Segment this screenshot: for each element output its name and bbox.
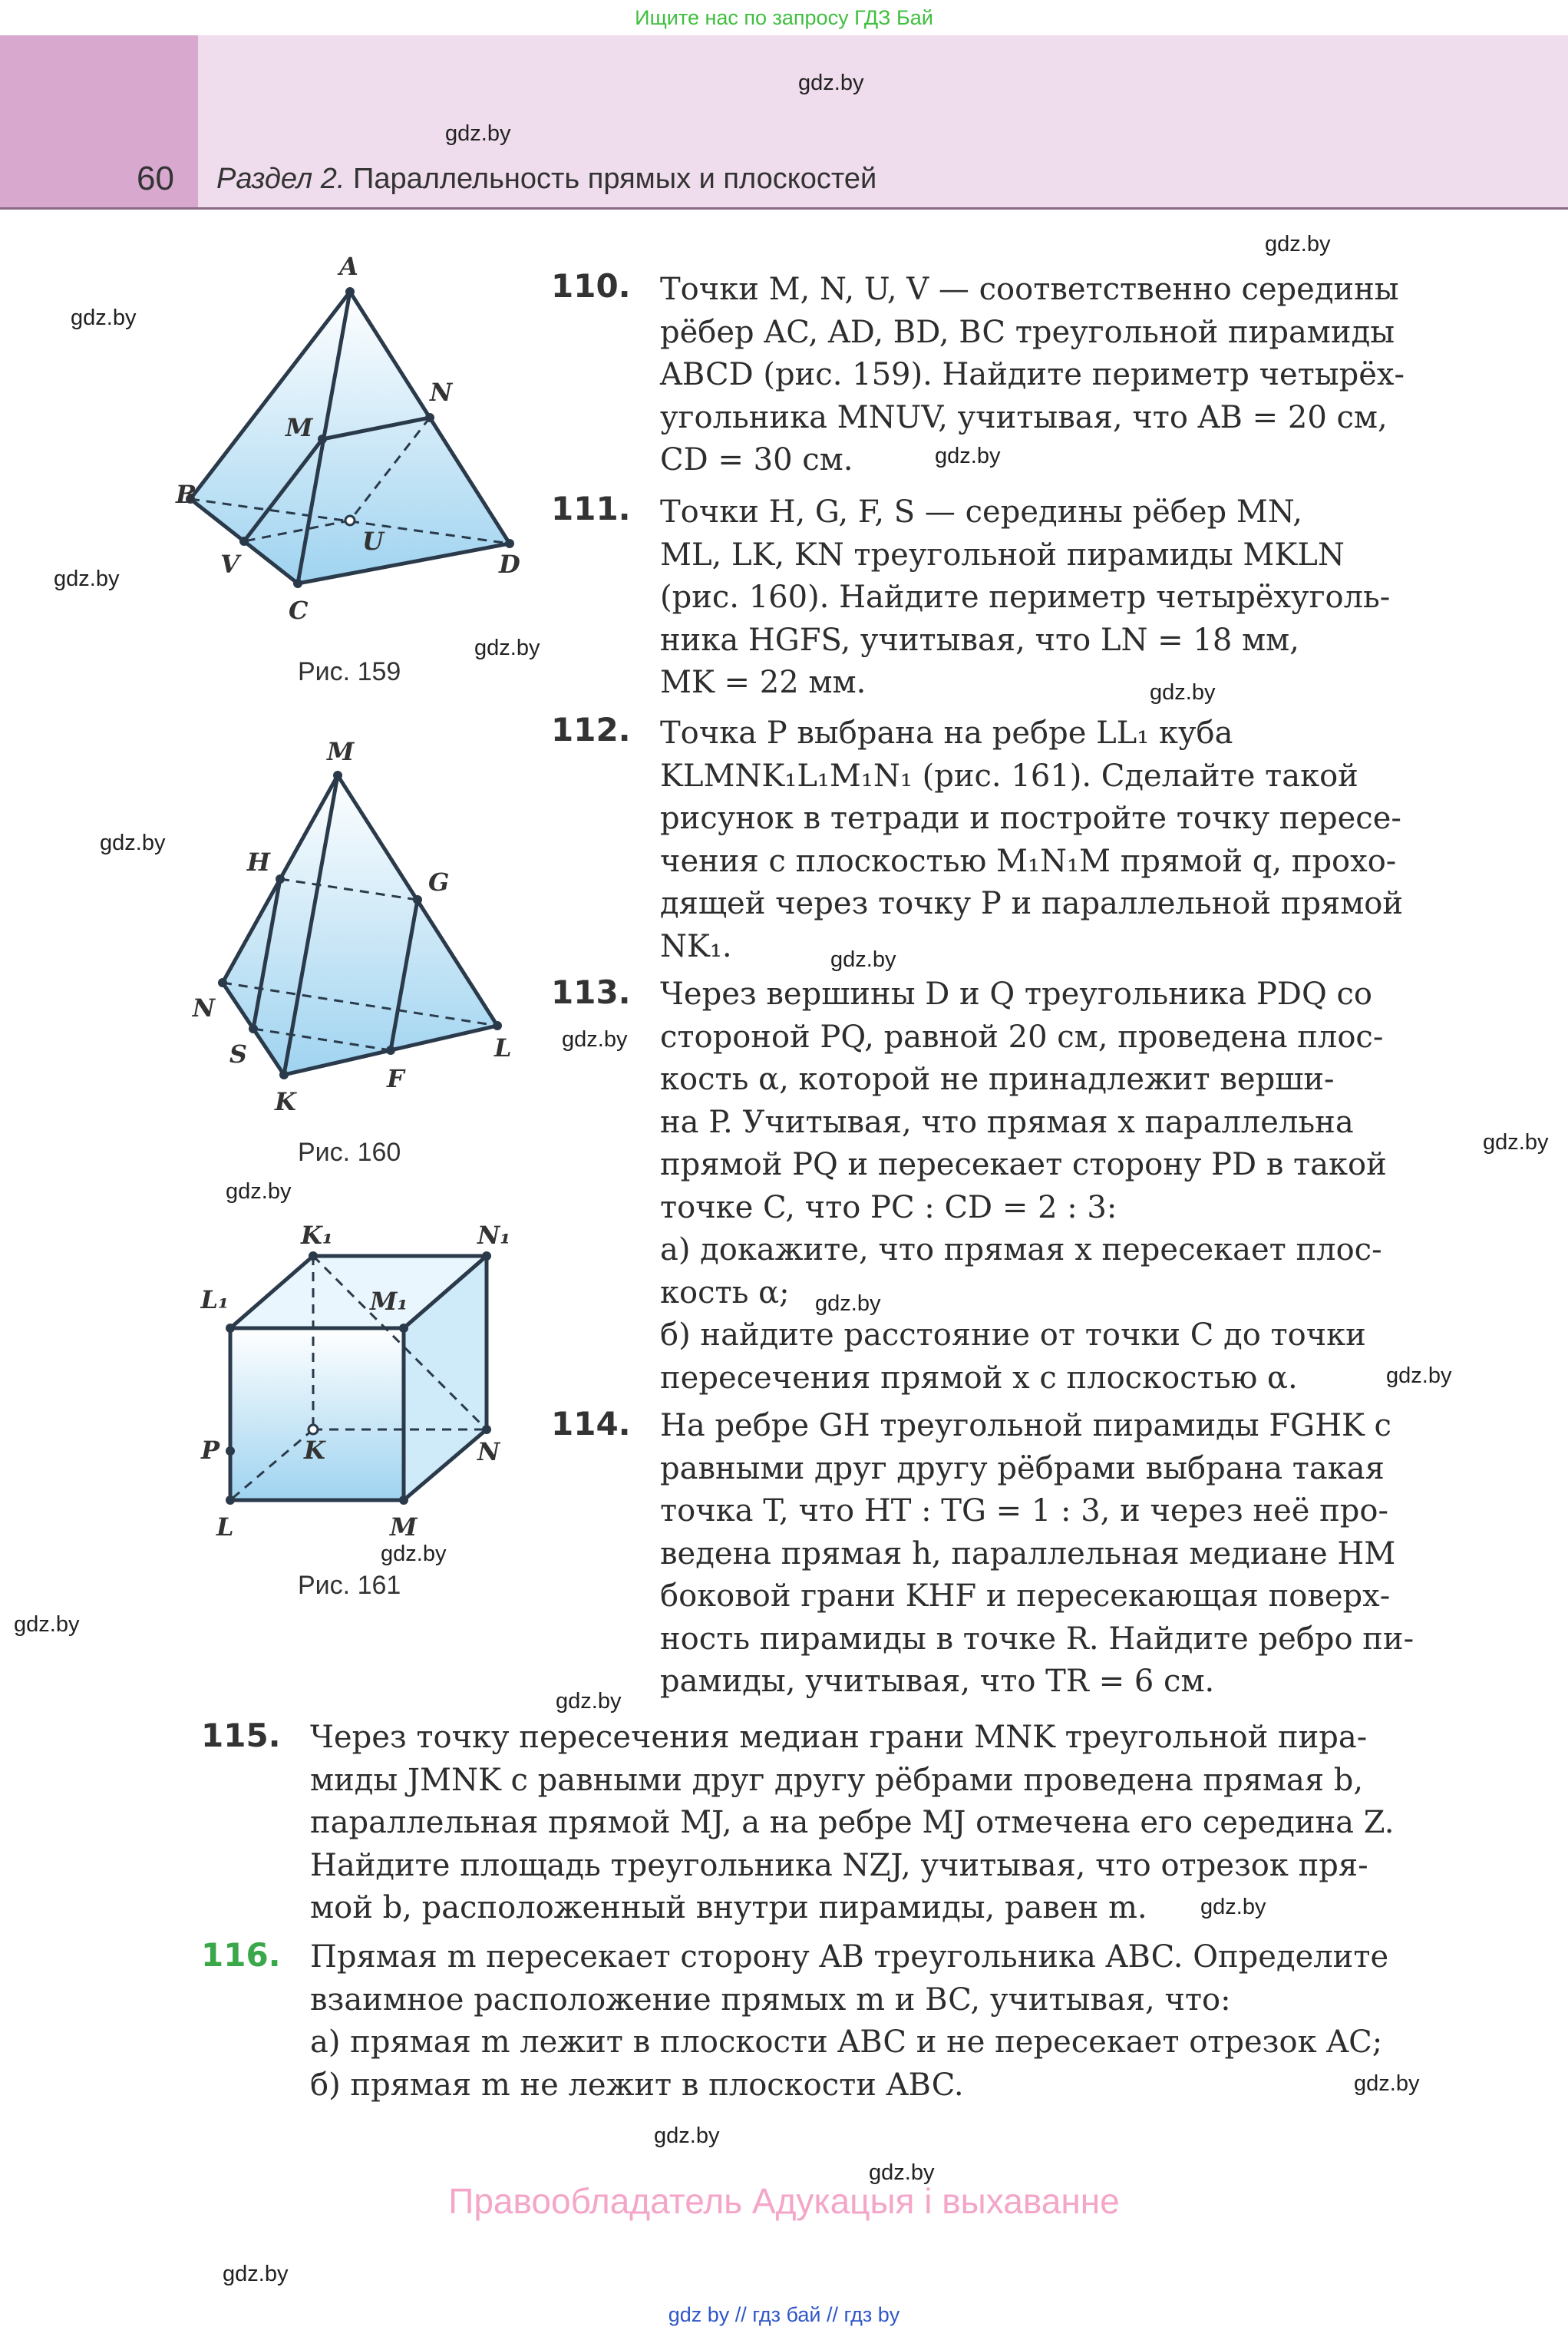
fig161-label: K (304, 1436, 325, 1465)
fig160-label: S (229, 1039, 247, 1069)
fig161-label: M (390, 1512, 418, 1542)
problem-111-number: 111. (551, 490, 631, 527)
fig161-label: P (200, 1436, 220, 1465)
fig160-label: L (494, 1033, 512, 1063)
watermark: gdz.by (1483, 1130, 1549, 1155)
problem-115-text (310, 1717, 1441, 1930)
text-line: точке C, что PC : CD = 2 : 3: (660, 1189, 1117, 1225)
problem-111-text (660, 491, 1441, 705)
text-line: боковой грани KHF и пересекающая поверх- (660, 1578, 1391, 1614)
text-line: б) найдите расстояние от точки C до точки (660, 1317, 1366, 1353)
fig161-label: N₁ (477, 1221, 511, 1250)
copyright-notice: Правообладатель Адукацыя і выхаванне (448, 2181, 1120, 2221)
cube-front-face (230, 1328, 404, 1500)
problem-114-number: 114. (551, 1405, 631, 1443)
text-line: MK = 22 мм. (660, 665, 867, 700)
figure-159-caption: Рис. 159 (298, 657, 401, 686)
watermark: gdz.by (445, 121, 511, 146)
watermark: gdz.by (562, 1027, 628, 1052)
figure-161-caption: Рис. 161 (298, 1571, 401, 1600)
text-line: точка T, что HT : TG = 1 : 3, и через неё про- (660, 1493, 1388, 1529)
text-line: Точки H, G, F, S — середины рёбер MN, (660, 494, 1302, 530)
text-line: Через точку пересечения медиан грани MNK треугольной пира- (310, 1720, 1368, 1755)
text-line: рисунок в тетради и постройте точку пересе- (660, 801, 1401, 836)
problem-116-number: 116. (201, 1936, 281, 1974)
figure-161 (192, 1213, 545, 1558)
watermark: gdz.by (474, 636, 540, 660)
text-line: На ребре GH треугольной пирамиды FGHK с (660, 1408, 1391, 1443)
problem-115-number: 115. (201, 1717, 281, 1754)
text-line: кость α, которой не принадлежит верши- (660, 1062, 1335, 1097)
text-line: кость α; (660, 1274, 790, 1310)
fig160-label: N (192, 993, 215, 1023)
text-line: прямой PQ и пересекает сторону PD в такой (660, 1147, 1387, 1182)
watermark: gdz.by (654, 2124, 720, 2148)
watermark: gdz.by (14, 1612, 80, 1637)
text-line: параллельная прямой MJ, а на ребре MJ отмечена его середина Z. (310, 1805, 1395, 1840)
page-number: 60 (137, 160, 174, 197)
text-line: равными друг другу рёбрами выбрана такая (660, 1450, 1385, 1486)
text-line: (рис. 160). Найдите периметр четырёхуголь- (660, 580, 1391, 615)
text-line: взаимное расположение прямых m и BC, учитывая, что: (310, 1981, 1231, 2018)
watermark: gdz.by (71, 306, 137, 330)
fig159-label: M (286, 413, 313, 442)
text-line: CD = 30 см. (660, 442, 853, 478)
header-divider (0, 207, 1568, 210)
text-line: угольника MNUV, учитывая, что AB = 20 см, (660, 399, 1388, 435)
figure-159 (169, 238, 568, 653)
watermark: gdz.by (815, 1291, 881, 1316)
text-line: KLMNK₁L₁M₁N₁ (рис. 161). Сделайте такой (660, 758, 1358, 794)
text-line: а) прямая m лежит в плоскости ABC и не пересекает отрезок AC; (310, 2024, 1383, 2060)
watermark: gdz.by (226, 1179, 292, 1204)
fig159-label: C (289, 596, 309, 625)
watermark: gdz.by (100, 831, 166, 855)
text-line: ность пирамиды в точке R. Найдите ребро пи- (660, 1621, 1415, 1657)
problem-114-text (660, 1405, 1441, 1704)
fig160-label: M (327, 737, 355, 766)
text-line: чения с плоскостью M₁N₁M прямой q, прохо- (660, 843, 1397, 879)
problem-112-number: 112. (551, 711, 631, 749)
watermark: gdz.by (1200, 1895, 1266, 1919)
text-line: NK₁. (660, 928, 732, 964)
fig160-label: G (428, 868, 450, 897)
watermark: gdz.by (1354, 2071, 1420, 2096)
section-name: Параллельность прямых и плоскостей (353, 163, 877, 195)
figure-160-caption: Рис. 160 (298, 1138, 401, 1167)
problem-113-text (660, 973, 1441, 1400)
fig159-label: D (499, 550, 520, 579)
top-banner-text: Ищите нас по запросу ГДЗ Бай (635, 6, 933, 29)
fig159-label: V (220, 550, 239, 579)
problem-113-number: 113. (551, 973, 631, 1011)
text-line: Прямая m пересекает сторону AB треугольника ABC. Определите (310, 1939, 1389, 1975)
watermark: gdz.by (381, 1542, 447, 1566)
fig161-label: K₁ (301, 1221, 333, 1250)
problem-112-text (660, 712, 1441, 968)
watermark: gdz.by (223, 2262, 289, 2286)
fig159-label: B (175, 480, 196, 509)
watermark: gdz.by (798, 71, 864, 95)
text-line: а) докажите, что прямая x пересекает плос- (660, 1232, 1382, 1268)
fig159-label: A (339, 252, 358, 281)
text-line: рамиды, учитывая, что TR = 6 см. (660, 1664, 1215, 1699)
text-line: Точки M, N, U, V — соответственно середины (660, 272, 1399, 307)
text-line: на P. Учитывая, что прямая x параллельна (660, 1104, 1354, 1140)
text-line: ника HGFS, учитывая, что LN = 18 мм, (660, 622, 1299, 658)
footer-links[interactable]: gdz by // гдз бай // гдз by (668, 2303, 900, 2326)
text-line: стороной PQ, равной 20 см, проведена плос- (660, 1019, 1384, 1055)
text-line: Через вершины D и Q треугольника PDQ со (660, 977, 1372, 1012)
problem-116-text (310, 1936, 1441, 2107)
text-line: Найдите площадь треугольника NZJ, учитывая, что отрезок пря- (310, 1847, 1368, 1883)
fig160-label: F (387, 1064, 404, 1093)
figure-160 (184, 729, 553, 1129)
text-line: дящей через точку P и параллельной прямой (660, 886, 1404, 921)
pyramid-outline (190, 292, 510, 583)
text-line: Точка P выбрана на ребре LL₁ куба (660, 716, 1233, 751)
text-line: рёбер AC, AD, BD, BC треугольной пирамиды (660, 314, 1395, 350)
text-line: миды JMNK с равными друг другу рёбрами проведена прямая b, (310, 1762, 1364, 1798)
fig160-label: H (246, 848, 270, 877)
watermark: gdz.by (1265, 232, 1331, 256)
pyramid-outline (223, 775, 497, 1075)
fig161-label: M₁ (370, 1287, 408, 1316)
watermark: gdz.by (1386, 1363, 1452, 1388)
watermark: gdz.by (1150, 680, 1216, 705)
fig160-label: K (275, 1087, 296, 1116)
watermark: gdz.by (54, 567, 120, 591)
section-label: Раздел 2. (216, 163, 345, 195)
watermark: gdz.by (935, 444, 1001, 468)
watermark: gdz.by (869, 2160, 935, 2185)
problem-110-number: 110. (551, 267, 631, 305)
watermark: gdz.by (830, 947, 896, 972)
text-line: мой b, расположенный внутри пирамиды, равен m. (310, 1890, 1147, 1925)
section-title (216, 163, 876, 196)
watermark: gdz.by (556, 1689, 622, 1714)
fig159-label: U (362, 527, 384, 556)
fig159-label: N (430, 378, 453, 407)
top-banner (0, 0, 1568, 35)
text-line: пересечения прямой x с плоскостью α. (660, 1360, 1298, 1396)
text-line: ведена прямая h, параллельная медиане HM (660, 1535, 1396, 1572)
fig161-label: L₁ (200, 1285, 229, 1314)
text-line: б) прямая m не лежит в плоскости ABC. (310, 2067, 964, 2103)
problem-110-text (660, 269, 1441, 482)
text-line: ABCD (рис. 159). Найдите периметр четырёх- (660, 357, 1405, 392)
fig161-label: N (477, 1437, 500, 1466)
fig161-label: L (216, 1512, 234, 1542)
text-line: ML, LK, KN треугольной пирамиды MKLN (660, 537, 1345, 573)
